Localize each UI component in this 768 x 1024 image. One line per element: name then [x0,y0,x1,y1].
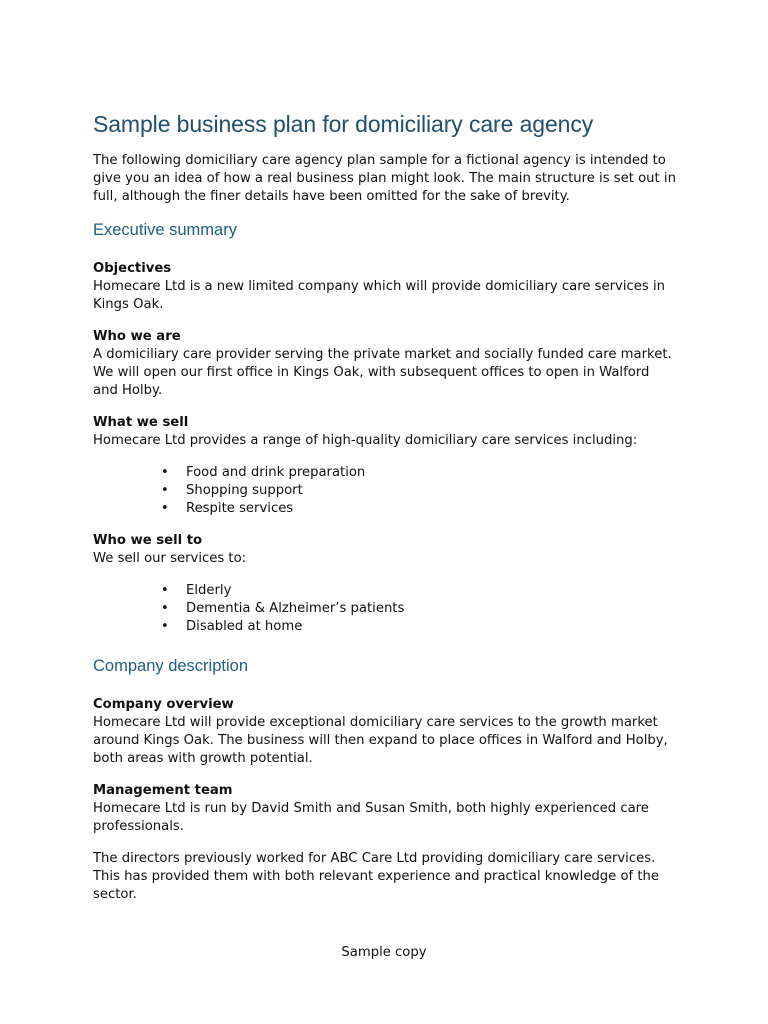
section-heading-executive-summary: Executive summary [93,221,237,239]
list-item: • Dementia & Alzheimer’s patients [161,601,405,616]
list-item: • Food and drink preparation [161,465,366,480]
who-we-are-text: A domiciliary care provider serving the private market and socially funded care market. We will open our first office in Kings Oak, with subsequent offices to open in Walford and Holby. [93,347,672,398]
bullet-icon: • [161,483,169,498]
subheading-company-overview: Company overview [93,697,234,712]
what-we-sell-text: Homecare Ltd provides a range of high-quality domiciliary care services including: [93,433,638,448]
footer-label: Sample copy [341,945,427,960]
list-item: • Shopping support [161,483,303,498]
subheading-who-we-sell-to: Who we sell to [93,533,203,548]
directors-text: The directors previously worked for ABC Care Ltd providing domiciliary care services. This has provided them with both relevant experience and practical knowledge of the sector. [93,851,660,902]
document-body [93,110,678,904]
company-overview-text: Homecare Ltd will provide exceptional domiciliary care services to the growth market around Kings Oak. The business will then expand to place offices in Walford and Holby, both areas with growth potential. [93,715,668,766]
bullet-icon: • [161,465,169,480]
subheading-management-team: Management team [93,783,233,798]
document-title: Sample business plan for domiciliary care agency [93,111,594,137]
subheading-who-we-are: Who we are [93,329,181,344]
objectives-text: Homecare Ltd is a new limited company which will provide domiciliary care services in Kings Oak. [93,279,665,312]
subheading-what-we-sell: What we sell [93,415,189,430]
list-item: • Disabled at home [161,619,303,634]
customers-list [93,582,678,636]
management-team-text: Homecare Ltd is run by David Smith and Susan Smith, both highly experienced care professionals. [93,801,649,834]
bullet-icon: • [161,501,169,516]
bullet-icon: • [161,583,169,598]
who-we-sell-to-text: We sell our services to: [93,551,247,566]
subheading-objectives: Objectives [93,261,172,276]
bullet-icon: • [161,601,169,616]
section-heading-company-description: Company description [93,657,248,675]
list-item: • Respite services [161,501,294,516]
services-list [93,464,678,518]
bullet-icon: • [161,619,169,634]
list-item: • Elderly [161,583,232,598]
intro-paragraph: The following domiciliary care agency plan sample for a fictional agency is intended to give you an idea of how a real business plan might look. The main structure is set out in full, although the finer details have been omitted for the sake of brevity. [93,153,676,204]
